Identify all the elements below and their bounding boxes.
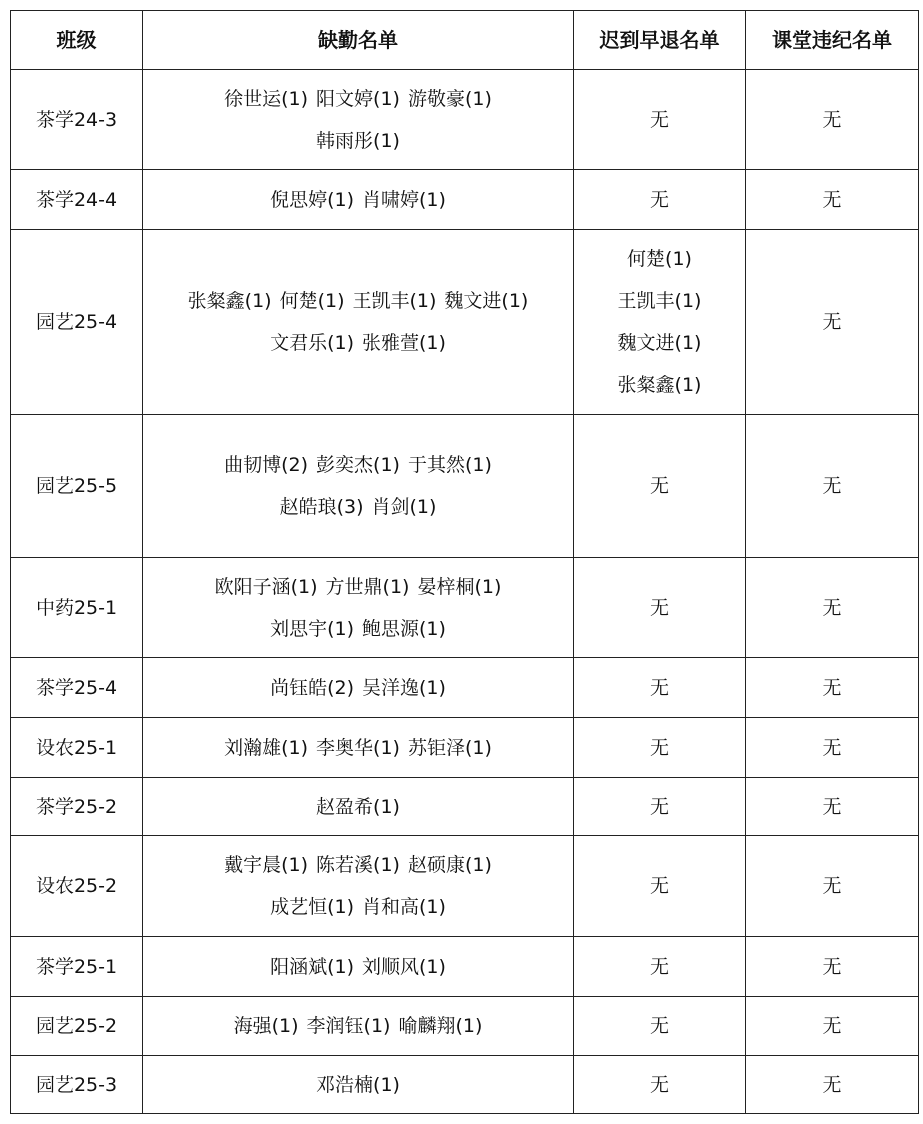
- absent-cell: [143, 836, 574, 937]
- absent-line: [149, 844, 567, 886]
- discipline-cell: 无: [746, 70, 919, 170]
- student-name: 于其然(1): [407, 454, 492, 476]
- late-cell: [574, 836, 746, 937]
- absent-cell: [143, 170, 574, 230]
- class-cell: 中药25-1: [11, 558, 143, 658]
- student-name: 陈若溪(1): [316, 854, 400, 876]
- student-name: 肖剑(1): [371, 496, 437, 518]
- table-row: [11, 718, 919, 778]
- discipline-cell: 无: [746, 836, 919, 937]
- student-name: 喻麟翔(1): [398, 1015, 483, 1037]
- absent-cell: [143, 558, 574, 658]
- student-name: 魏文进(1): [444, 290, 529, 312]
- late-entry: 王凯丰(1): [617, 290, 702, 312]
- late-entry: 无: [649, 955, 669, 978]
- absent-cell: [143, 415, 574, 558]
- class-cell: 园艺25-2: [11, 997, 143, 1056]
- absent-cell: [143, 997, 574, 1056]
- student-name: 肖和高(1): [362, 896, 446, 918]
- student-name: 阳文婷(1): [316, 87, 400, 110]
- table-row: [11, 778, 919, 836]
- student-name: 徐世运(1): [224, 87, 309, 110]
- late-cell: [574, 658, 746, 718]
- discipline-cell: 无: [746, 230, 919, 415]
- absent-line: [149, 608, 567, 650]
- late-cell: [574, 170, 746, 230]
- absent-line: [149, 322, 567, 364]
- class-cell: 茶学25-2: [11, 778, 143, 836]
- student-name: 彭奕杰(1): [316, 454, 400, 476]
- class-cell: 茶学25-1: [11, 937, 143, 997]
- student-name: 苏钜泽(1): [407, 736, 492, 759]
- class-cell: 设农25-1: [11, 718, 143, 778]
- late-entry: 张粲鑫(1): [617, 374, 702, 396]
- header-late: 迟到早退名单: [574, 11, 746, 70]
- student-name: 吴洋逸(1): [362, 676, 446, 699]
- late-cell: [574, 70, 746, 170]
- student-name: 赵硕康(1): [407, 854, 492, 876]
- student-name: 王凯丰(1): [352, 290, 437, 312]
- absent-line: [149, 786, 567, 828]
- class-cell: 园艺25-3: [11, 1056, 143, 1114]
- student-name: 李奥华(1): [316, 736, 400, 759]
- class-cell: 茶学24-4: [11, 170, 143, 230]
- discipline-cell: 无: [746, 937, 919, 997]
- student-name: 刘瀚雄(1): [224, 736, 309, 759]
- student-name: 成艺恒(1): [270, 896, 354, 918]
- late-entry: 无: [649, 108, 669, 131]
- absent-cell: [143, 778, 574, 836]
- discipline-cell: 无: [746, 718, 919, 778]
- class-cell: 园艺25-4: [11, 230, 143, 415]
- table-row: [11, 70, 919, 170]
- absent-line: [149, 78, 567, 120]
- table-row: [11, 230, 919, 415]
- late-entry: 无: [649, 475, 669, 497]
- student-name: 赵盈希(1): [316, 795, 400, 818]
- student-name: 赵皓琅(3): [279, 496, 364, 518]
- table-row: [11, 415, 919, 558]
- absent-line: [149, 1064, 567, 1106]
- absent-line: [149, 727, 567, 769]
- late-entry: 何楚(1): [627, 248, 692, 270]
- absent-line: [149, 946, 567, 988]
- student-name: 张雅萱(1): [362, 332, 446, 354]
- late-entry: 无: [649, 736, 669, 759]
- student-name: 李润钰(1): [306, 1015, 391, 1037]
- late-cell: [574, 937, 746, 997]
- discipline-cell: 无: [746, 415, 919, 558]
- discipline-cell: 无: [746, 558, 919, 658]
- student-name: 晏梓桐(1): [417, 575, 502, 598]
- absent-cell: [143, 718, 574, 778]
- discipline-cell: 无: [746, 997, 919, 1056]
- student-name: 倪思婷(1): [270, 188, 354, 211]
- student-name: 曲韧博(2): [224, 454, 309, 476]
- class-cell: 设农25-2: [11, 836, 143, 937]
- absent-line: [149, 280, 567, 322]
- absent-line: [149, 120, 567, 162]
- late-entry: 无: [649, 188, 669, 211]
- class-cell: 茶学24-3: [11, 70, 143, 170]
- late-cell: [574, 1056, 746, 1114]
- table-row: [11, 836, 919, 937]
- student-name: 肖啸婷(1): [362, 188, 446, 211]
- student-name: 游敬豪(1): [407, 87, 492, 110]
- student-name: 欧阳子涵(1): [214, 575, 318, 598]
- student-name: 戴宇晨(1): [224, 854, 309, 876]
- student-name: 尚钰皓(2): [270, 676, 354, 699]
- late-entry: 无: [649, 596, 669, 619]
- late-entry: 魏文进(1): [617, 332, 702, 354]
- discipline-cell: 无: [746, 778, 919, 836]
- late-cell: [574, 718, 746, 778]
- late-entry: 无: [649, 1015, 669, 1037]
- table-body: [11, 70, 919, 1114]
- student-name: 邓浩楠(1): [316, 1073, 400, 1096]
- late-cell: [574, 558, 746, 658]
- header-discipline: 课堂违纪名单: [746, 11, 919, 70]
- absent-line: [149, 179, 567, 221]
- attendance-table: [10, 10, 919, 1114]
- student-name: 韩雨彤(1): [316, 129, 400, 152]
- class-cell: 茶学25-4: [11, 658, 143, 718]
- table-row: [11, 170, 919, 230]
- header-absent: 缺勤名单: [143, 11, 574, 70]
- class-cell: 园艺25-5: [11, 415, 143, 558]
- late-cell: [574, 778, 746, 836]
- header-class: 班级: [11, 11, 143, 70]
- student-name: 刘思宇(1): [270, 617, 354, 640]
- discipline-cell: 无: [746, 658, 919, 718]
- student-name: 海强(1): [233, 1015, 299, 1037]
- absent-cell: [143, 1056, 574, 1114]
- absent-cell: [143, 658, 574, 718]
- table-row: [11, 997, 919, 1056]
- table-row: [11, 1056, 919, 1114]
- student-name: 文君乐(1): [270, 332, 354, 354]
- student-name: 何楚(1): [279, 290, 345, 312]
- discipline-cell: 无: [746, 1056, 919, 1114]
- student-name: 刘顺风(1): [362, 955, 446, 978]
- table-row: [11, 937, 919, 997]
- absent-line: [149, 1005, 567, 1047]
- late-cell: [574, 997, 746, 1056]
- header-row: [11, 11, 919, 70]
- late-cell: [574, 415, 746, 558]
- table-row: [11, 558, 919, 658]
- absent-line: [149, 886, 567, 928]
- discipline-cell: 无: [746, 170, 919, 230]
- student-name: 鲍思源(1): [362, 617, 446, 640]
- late-cell: [574, 230, 746, 415]
- student-name: 阳涵斌(1): [270, 955, 354, 978]
- student-name: 张粲鑫(1): [187, 290, 272, 312]
- absent-line: [149, 566, 567, 608]
- student-name: 方世鼎(1): [325, 575, 410, 598]
- absent-line: [149, 486, 567, 528]
- absent-line: [149, 667, 567, 709]
- late-entry: 无: [649, 676, 669, 699]
- late-entry: 无: [649, 1073, 669, 1096]
- late-entry: 无: [649, 795, 669, 818]
- absent-cell: [143, 230, 574, 415]
- absent-line: [149, 444, 567, 486]
- absent-cell: [143, 937, 574, 997]
- late-entry: 无: [649, 875, 669, 897]
- table-row: [11, 658, 919, 718]
- absent-cell: [143, 70, 574, 170]
